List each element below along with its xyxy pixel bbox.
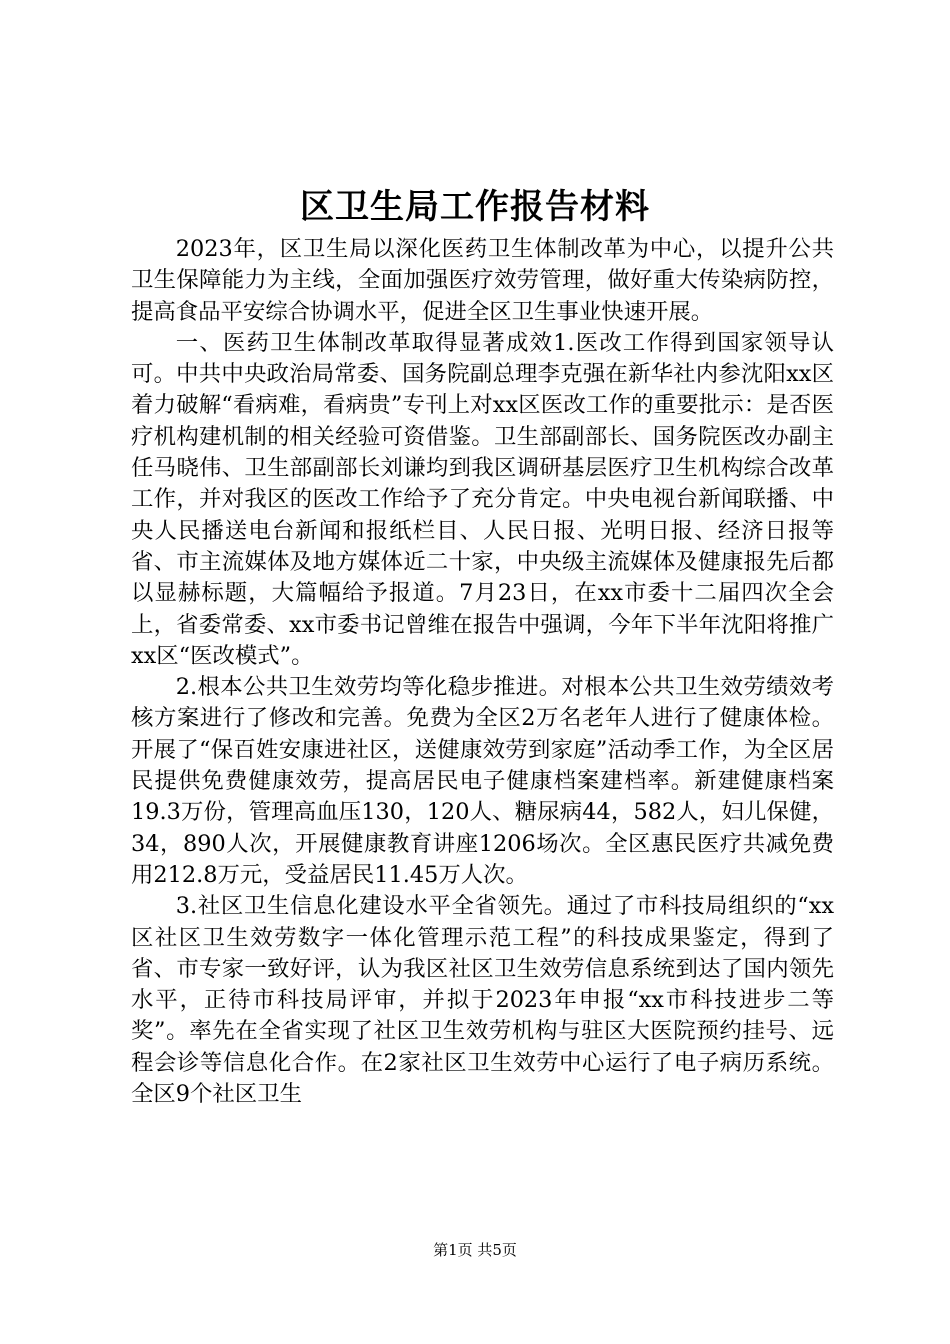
paragraph-section-1: 一、医药卫生体制改革取得显著成效1.医改工作得到国家领导认可。中共中央政治局常委、国务院副总理李克强在新华社内参沈阳xx区着力破解“看病难，看病贵”专刊上对xx区医改工作的重要批示：是否医疗机构建机制的相关经验可资借鉴。卫生部副部长、国务院医改办副主任马晓伟、卫生部副部长刘谦均到我区调研基层医疗卫生机构综合改革工作，并对我区的医改工作给予了充分肯定。中央电视台新闻联播、中央人民播送电台新闻和报纸栏目、人民日报、光明日报、经济日报等省、市主流媒体及地方媒体近二十家，中央级主流媒体及健康报先后都以显赫标题，大篇幅给予报道。7月23日，在xx市委十二届四次全会上，省委常委、xx市委书记曾维在报告中强调，今年下半年沈阳将推广xx区“医改模式”。 [131,329,834,669]
paragraph-intro: 2023年，区卫生局以深化医药卫生体制改革为中心，以提升公共卫生保障能力为主线，全面加强医疗效劳管理，做好重大传染病防控，提高食品平安综合协调水平，促进全区卫生事业快速开展。 [131,236,834,325]
document-body [131,234,834,1110]
paragraph-section-3: 3.社区卫生信息化建设水平全省领先。通过了市科技局组织的“xx区社区卫生效劳数字一体化管理示范工程”的科技成果鉴定，得到了省、市专家一致好评，认为我区社区卫生效劳信息系统到达了国内领先水平，正待市科技局评审，并拟于2023年申报“xx市科技进步二等奖”。率先在全省实现了社区卫生效劳机构与驻区大医院预约挂号、远程会诊等信息化合作。在2家社区卫生效劳中心运行了电子病历系统。全区9个社区卫生 [131,893,834,1108]
paragraph-section-2: 2.根本公共卫生效劳均等化稳步推进。对根本公共卫生效劳绩效考核方案进行了修改和完善。免费为全区2万名老年人进行了健康体检。开展了“保百姓安康进社区，送健康效劳到家庭”活动季工作，为全区居民提供免费健康效劳，提高居民电子健康档案建档率。新建健康档案19.3万份，管理高血压130，120人、糖尿病44，582人，妇儿保健，34，890人次，开展健康教育讲座1206场次。全区惠民医疗共减免费用212.8万元，受益居民11.45万人次。 [131,674,834,888]
document-title: 区卫生局工作报告材料 [300,187,650,227]
page-number-label: 第1页 共5页 [433,1241,517,1259]
page-footer [0,1240,950,1260]
